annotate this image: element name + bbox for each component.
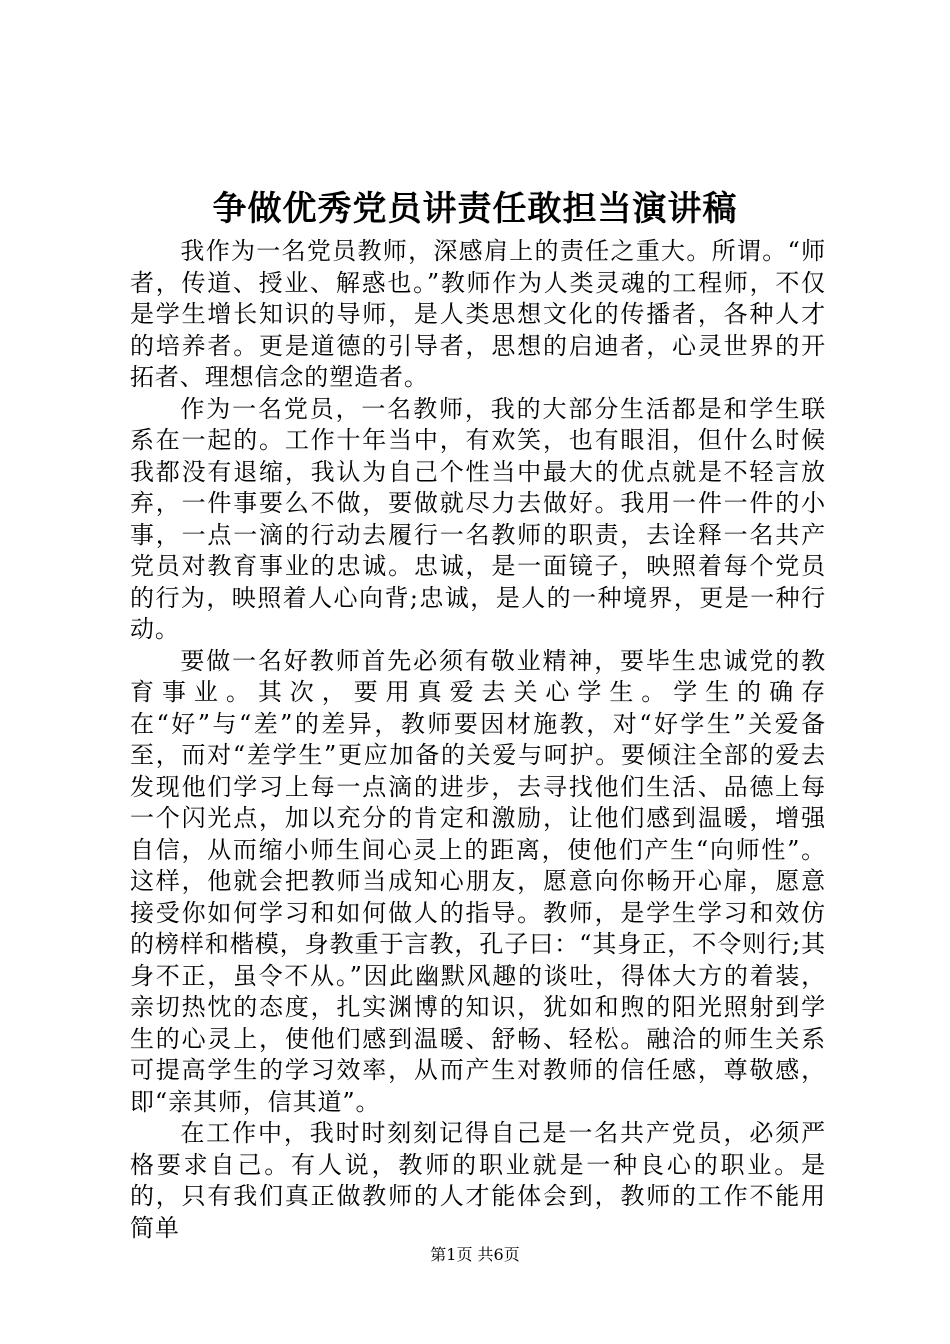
page-number-footer: 第1页 共6页 <box>430 1245 520 1264</box>
document-title: 争做优秀党员讲责任敢担当演讲稿 <box>212 189 738 229</box>
document-body <box>130 236 826 1244</box>
paragraph-3: 要做一名好教师首先必须有敬业精神，要毕生忠诚党的教育事业。其次，要用真爱去关心学生。学生的确存在“好”与“差”的差异，教师要因材施教，对“好学生”关爱备至，而对“差学生”更应加备的关爱与呵护。要倾注全部的爱去发现他们学习上每一点滴的进步，去寻找他们生活、品德上每一个闪光点，加以充分的肯定和激励，让他们感到温暖，增强自信，从而缩小师生间心灵上的距离，使他们产生“向师性”。这样，他就会把教师当成知心朋友，愿意向你畅开心扉，愿意接受你如何学习和如何做人的指导。教师，是学生学习和效仿的榜样和楷模，身教重于言教，孔子曰：“其身正，不令则行;其身不正，虽令不从。”因此幽默风趣的谈吐，得体大方的着装，亲切热忱的态度，扎实渊博的知识，犹如和煦的阳光照射到学生的心灵上，使他们感到温暖、舒畅、轻松。融洽的师生关系可提高学生的学习效率，从而产生对教师的信任感，尊敬感，即“亲其师，信其道”。 <box>130 646 826 1116</box>
paragraph-4: 在工作中，我时时刻刻记得自己是一名共产党员，必须严格要求自己。有人说，教师的职业就是一种良心的职业。是的，只有我们真正做教师的人才能体会到，教师的工作不能用简单 <box>130 1119 826 1242</box>
paragraph-1: 我作为一名党员教师，深感肩上的责任之重大。所谓。“师者，传道、授业、解惑也。”教师作为人类灵魂的工程师，不仅是学生增长知识的导师，是人类思想文化的传播者，各种人才的培养者。更是道德的引导者，思想的启迪者，心灵世界的开拓者、理想信念的塑造者。 <box>130 237 826 391</box>
paragraph-2: 作为一名党员，一名教师，我的大部分生活都是和学生联系在一起的。工作十年当中，有欢笑，也有眼泪，但什么时候我都没有退缩，我认为自己个性当中最大的优点就是不轻言放弃，一件事要么不做，要做就尽力去做好。我用一件一件的小事，一点一滴的行动去履行一名教师的职责，去诠释一名共产党员对教育事业的忠诚。忠诚，是一面镜子，映照着每个党员的行为，映照着人心向背;忠诚，是人的一种境界，更是一种行动。 <box>130 394 826 643</box>
